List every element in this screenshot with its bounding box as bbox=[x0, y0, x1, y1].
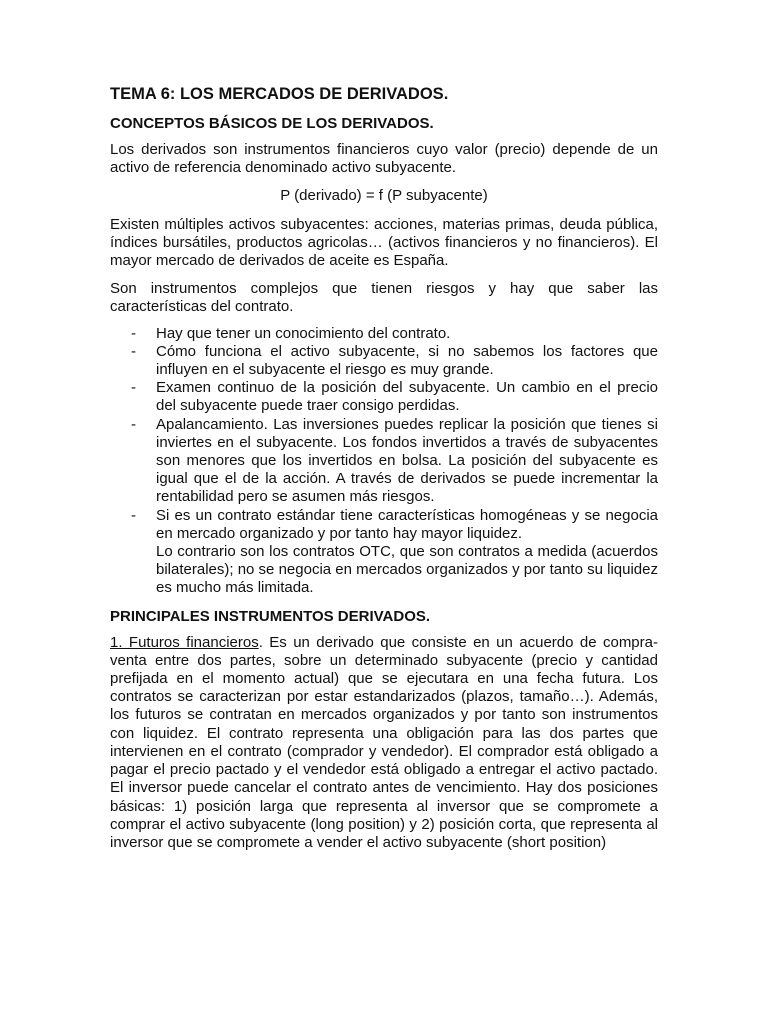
paragraph-futuros bbox=[110, 634, 658, 852]
list-item-text: Si es un contrato estándar tiene características homogéneas y se negocia en mercado organizado y por tanto hay mayor liquidez. bbox=[156, 506, 658, 542]
futures-text: . Es un derivado que consiste en un acuerdo de compra-venta entre dos partes, sobre un determinado subyacente (precio y cantidad prefijada en el momento actual) que se ejecutara en una fecha futura. Los contratos se caracterizan por estar estandarizados (plazos, tamaño…). Además, los futuros se contratan en mercados organizados y por tanto son instrumentos con liquidez. El contrato representa una obligación para las dos partes que intervienen en el contrato (comprador y vendedor). El comprador está obligado a pagar el precio pactado y el vendedor está obligado a entregar el activo pactado. El inversor puede cancelar el contrato antes de vencimiento. Hay dos posiciones básicas: 1) posición larga que representa al inversor que se compromete a comprar el activo subyacente (long position) y 2) posición corta, que representa al inversor que se compromete a vender el activo subyacente (short position) bbox=[110, 633, 658, 851]
section-heading-instrumentos: PRINCIPALES INSTRUMENTOS DERIVADOS. bbox=[110, 607, 431, 625]
dash-marker: - bbox=[131, 379, 136, 397]
paragraph-riesgos: Son instrumentos complejos que tienen riesgos y hay que saber las características del contrato. bbox=[110, 280, 658, 316]
paragraph-subyacentes: Existen múltiples activos subyacentes: acciones, materias primas, deuda pública, índices bursátiles, productos agricolas… (activos financieros y no financieros). El mayor mercado de derivados de aceite es España. bbox=[110, 215, 658, 270]
document-body bbox=[110, 84, 658, 862]
list-item bbox=[110, 379, 658, 415]
list-item bbox=[110, 507, 658, 598]
paragraph-definition: Los derivados son instrumentos financieros cuyo valor (precio) depende de un activo de referencia denominado activo subyacente. bbox=[110, 141, 658, 177]
list-item-text: Apalancamiento. Las inversiones puedes replicar la posición que tienes si inviertes en el subyacente. Los fondos invertidos a través de subyacentes son menores que los invertidos en bolsa. La posición del subyacente es igual que el de la acción. A través de derivados se puede incrementar la rentabilidad pero se asumen más riesgos. bbox=[156, 415, 658, 506]
section-heading-conceptos: CONCEPTOS BÁSICOS DE LOS DERIVADOS. bbox=[110, 115, 434, 132]
risk-list bbox=[110, 325, 658, 598]
list-item bbox=[110, 325, 658, 343]
list-item-text: Cómo funciona el activo subyacente, si no sabemos los factores que influyen en el subyacente el riesgo es muy grande. bbox=[156, 342, 658, 379]
list-item bbox=[110, 416, 658, 507]
list-item-text: Examen continuo de la posición del subyacente. Un cambio en el precio del subyacente puede traer consigo perdidas. bbox=[156, 379, 658, 415]
dash-marker: - bbox=[131, 415, 136, 433]
dash-marker: - bbox=[131, 342, 136, 360]
page-title: TEMA 6: LOS MERCADOS DE DERIVADOS. bbox=[110, 85, 449, 103]
dash-marker: - bbox=[131, 506, 136, 524]
formula: P (derivado) = f (P subyacente) bbox=[280, 187, 488, 205]
list-item-continuation: Lo contrario son los contratos OTC, que son contratos a medida (acuerdos bilaterales); no se negocia en mercados organizados y por tanto su liquidez es mucho más limitada. bbox=[156, 543, 658, 597]
list-item bbox=[110, 343, 658, 379]
dash-marker: - bbox=[131, 324, 136, 342]
list-item-text: Hay que tener un conocimiento del contrato. bbox=[156, 324, 451, 342]
futures-label: 1. Futuros financieros bbox=[110, 633, 259, 651]
